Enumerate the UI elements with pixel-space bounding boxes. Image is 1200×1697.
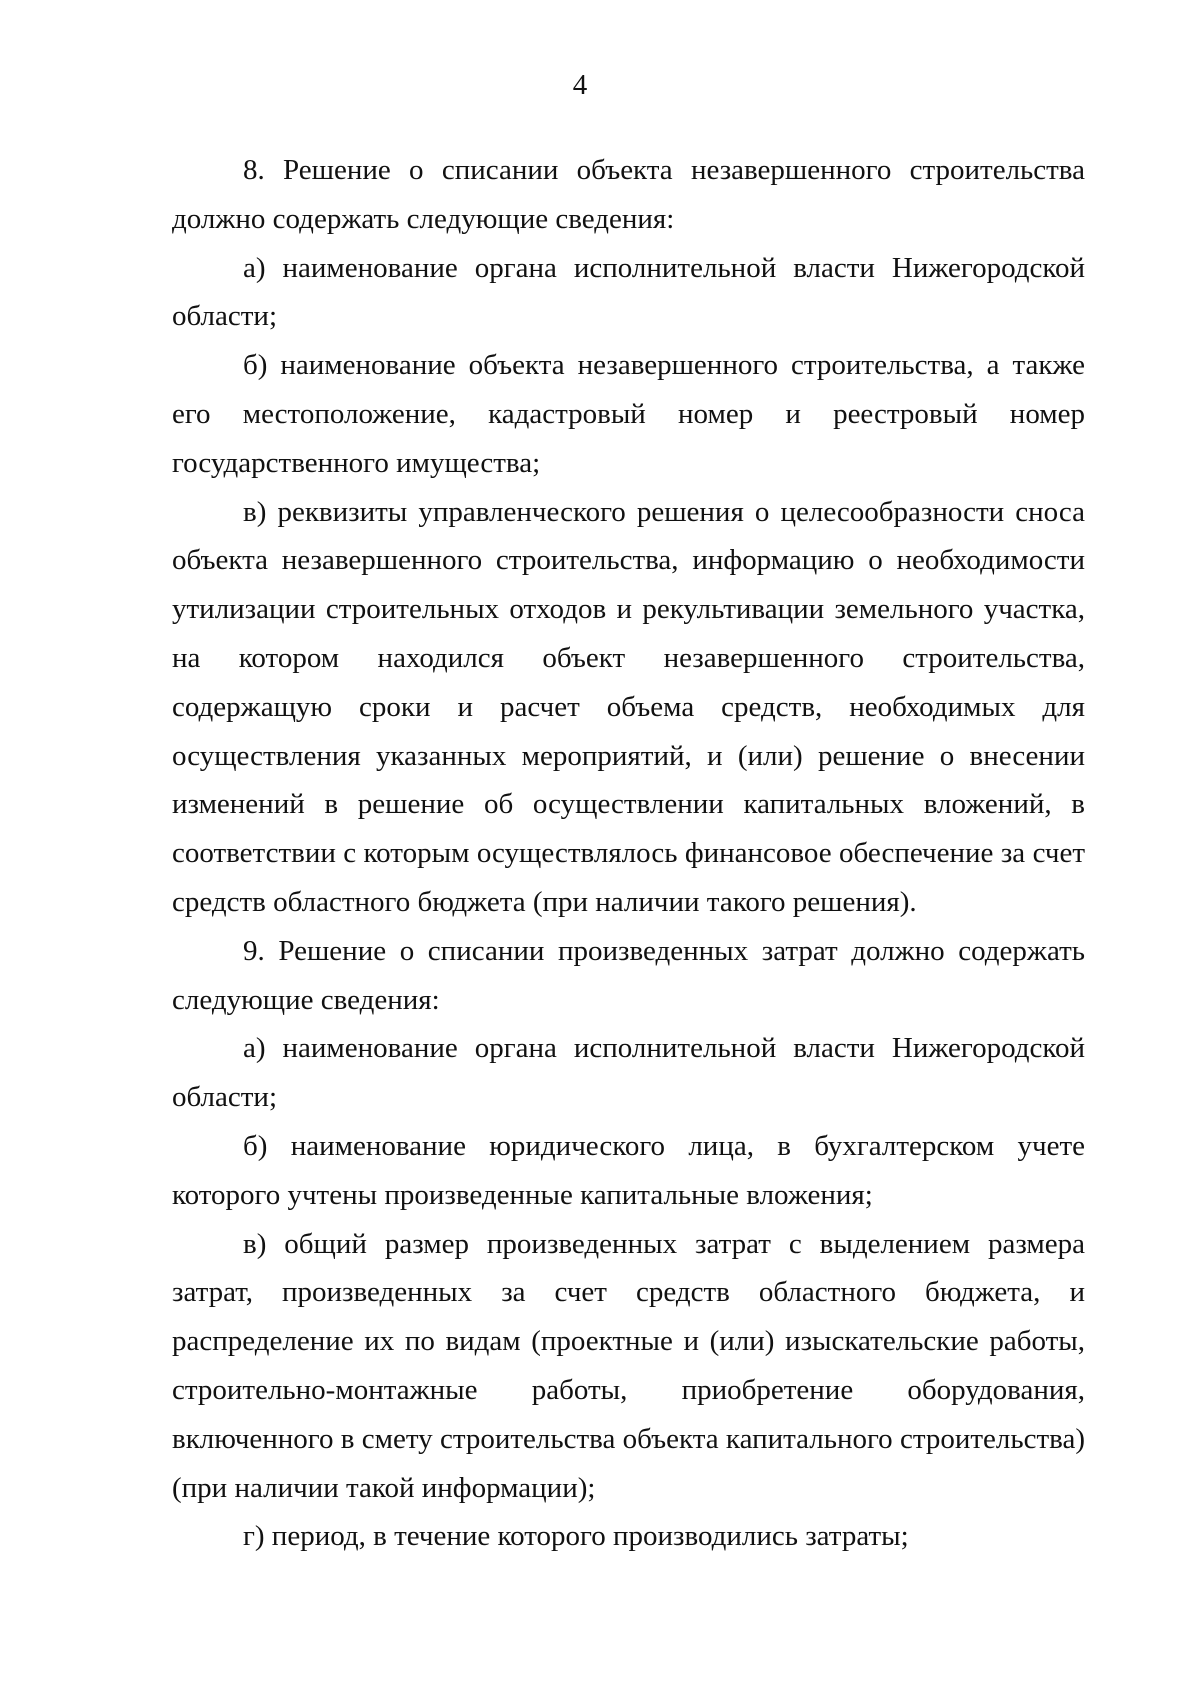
paragraph-8-a: а) наименование органа исполнительной власти Нижегородской области; — [172, 251, 1085, 333]
page-number: 4 — [572, 69, 588, 101]
paragraph-8-b: б) наименование объекта незавершенного строительства, а также его местоположение, кадастровый номер и реестровый номер государственного имущества; — [172, 349, 1085, 479]
document-body — [172, 146, 1085, 1561]
paragraph-8: 8. Решение о списании объекта незавершенного строительства должно содержать следующие сведения: — [172, 154, 1085, 235]
paragraph-9-a: а) наименование органа исполнительной власти Нижегородской области; — [172, 1032, 1085, 1114]
paragraph-9-b: б) наименование юридического лица, в бухгалтерском учете которого учтены произведенные капитальные вложения; — [172, 1129, 1085, 1211]
paragraph-9-g: г) период, в течение которого производились затраты; — [243, 1520, 909, 1553]
paragraph-8-v: в) реквизиты управленческого решения о целесообразности сноса объекта незавершенного строительства, информацию о необходимости утилизации строительных отходов и рекультивации земельного участка, на котором находился объект незавершенного строительства, содержащую сроки и расчет объема средств, необходимых для осуществления указанных мероприятий, и (или) решение о внесении изменений в решение об осуществлении капитальных вложений, в соответствии с которым осуществлялось финансовое обеспечение за счет средств областного бюджета (при наличии такого решения). — [172, 495, 1085, 918]
paragraph-9-v: в) общий размер произведенных затрат с выделением размера затрат, произведенных за счет средств областного бюджета, и распределение их по видам (проектные и (или) изыскательские работы, строительно-монтажные работы, приобретение оборудования, включенного в смету строительства объекта капитального строительства) (при наличии такой информации); — [172, 1227, 1085, 1504]
paragraph-9: 9. Решение о списании произведенных затрат должно содержать следующие сведения: — [172, 934, 1085, 1016]
